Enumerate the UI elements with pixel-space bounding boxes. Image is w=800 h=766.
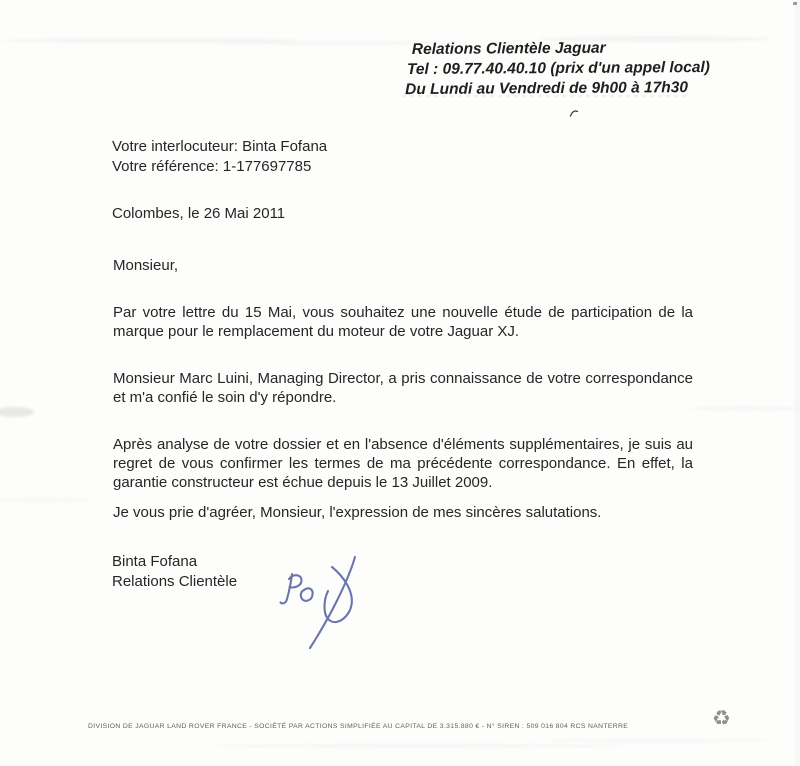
letterhead-company-line: Relations Clientèle Jaguar — [411, 39, 606, 59]
reference-number-line: Votre référence: 1-177697785 — [112, 158, 312, 175]
letterhead — [407, 38, 710, 100]
signature-block — [112, 552, 237, 592]
handwritten-signature — [266, 547, 378, 663]
paragraph: Monsieur Marc Luini, Managing Director, a pris connaissance de votre correspondance et m'a confié le soin d'y répondre. — [113, 370, 693, 406]
scan-artifact — [210, 744, 630, 748]
letterhead-hours-line: Du Lundi au Vendredi de 9h00 à 17h30 — [405, 79, 689, 99]
letterhead-phone-line: Tel : 09.77.40.40.10 (prix d'un appel local) — [406, 58, 710, 79]
scan-artifact — [0, 407, 34, 417]
scan-artifact — [545, 739, 770, 742]
pen-tick-artifact — [569, 108, 579, 118]
reference-block — [112, 137, 327, 177]
salutation: Monsieur, — [113, 257, 179, 274]
scan-artifact — [0, 38, 300, 43]
paragraph: Par votre lettre du 15 Mai, vous souhaitez une nouvelle étude de participation de la marque pour le remplacement du moteur de votre Jaguar XJ. — [113, 304, 693, 340]
signer-name: Binta Fofana — [112, 553, 198, 570]
recycle-icon: ♻ — [712, 706, 731, 730]
signer-role: Relations Clientèle — [112, 573, 238, 590]
dateline: Colombes, le 26 Mai 2011 — [112, 205, 286, 222]
paragraph: Après analyse de votre dossier et en l'absence d'éléments supplémentaires, je suis au regret de vous confirmer les termes de ma précédente correspondance. En effet, la garantie constructeur est échue depuis le 13 Juillet 2009. — [113, 436, 693, 491]
letter-body — [113, 256, 693, 550]
scan-artifact — [0, 498, 90, 502]
interlocutor-line: Votre interlocuteur: Binta Fofana — [112, 138, 328, 155]
scan-artifact — [690, 406, 800, 411]
scan-artifact — [793, 2, 797, 5]
footer-legal-line: DIVISION DE JAGUAR LAND ROVER FRANCE - SOCIÉTÉ PAR ACTIONS SIMPLIFIÉE AU CAPITAL DE 3.315.880 € - N° SIREN : 509 016 804 RCS NANTERRE — [88, 723, 629, 730]
closing-line: Je vous prie d'agréer, Monsieur, l'expression de mes sincères salutations. — [113, 504, 602, 521]
scan-artifact — [795, 0, 800, 766]
